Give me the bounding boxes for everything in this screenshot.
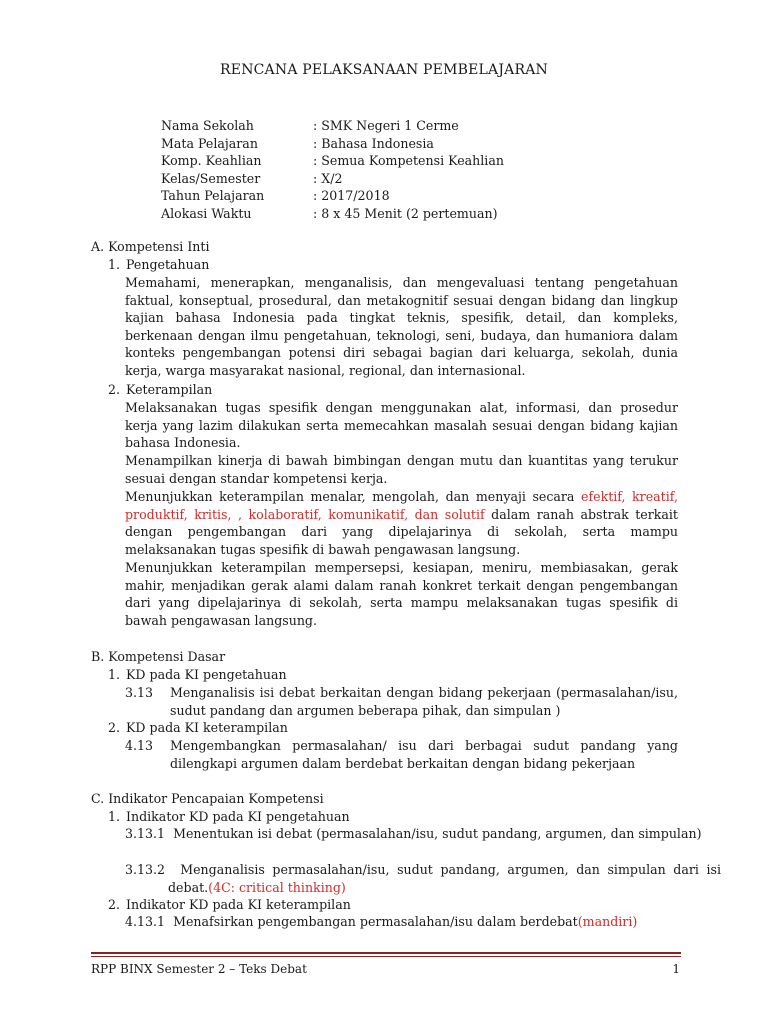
identity-value: : Semua Kompetensi Keahlian bbox=[313, 153, 504, 169]
pengetahuan-paragraph: Memahami, menerapkan, menganalisis, dan mengevaluasi tentang pengetahuan faktual, konseptual, prosedural, dan metakognitif sesuai dengan bidang dan lingkup kajian bahasa Indonesia pada tingkat teknis, spesifik, detail, dan kompleks, berkenaan dengan ilmu pengetahuan, teknologi, seni, budaya, dan humaniora dalam konteks pengembangan potensi diri sebagai bagian dari keluarga, sekolah, dunia kerja, warga masyarakat nasional, regional, dan internasional. bbox=[125, 275, 678, 378]
indicator-entry bbox=[125, 825, 721, 843]
identity-label: Kelas/Semester bbox=[161, 170, 261, 186]
item-label: KD pada KI pengetahuan bbox=[126, 667, 287, 682]
identity-table bbox=[161, 117, 504, 223]
keterampilan-paragraph-4: Menunjukkan keterampilan mempersepsi, kesiapan, meniru, membiasakan, gerak mahir, menjadikan gerak alami dalam ranah konkret terkait dengan pengembangan dari yang dipelajarinya di sekolah, serta mampu melaksanakan tugas spesifik di bawah pengawasan langsung. bbox=[125, 560, 678, 628]
identity-label: Komp. Keahlian bbox=[161, 153, 262, 169]
indicator-code: 4.13.1 bbox=[125, 914, 166, 929]
indicator-entry bbox=[125, 913, 678, 931]
page-number: 1 bbox=[672, 962, 680, 976]
kd-code: 4.13 bbox=[125, 738, 154, 753]
identity-row bbox=[161, 205, 504, 223]
footer-rule bbox=[91, 952, 681, 954]
item-number: 1. bbox=[108, 667, 121, 682]
indicator-text: Menafsirkan pengembangan permasalahan/isu dalam berdebat bbox=[173, 914, 578, 929]
identity-value: : Bahasa Indonesia bbox=[313, 135, 434, 151]
identity-row bbox=[161, 117, 504, 135]
indicator-text: Menganalisis permasalahan/isu, sudut pandang, argumen, dan simpulan dari isi debat. bbox=[168, 862, 721, 895]
keterampilan-paragraph-2: Menampilkan kinerja di bawah bimbingan dengan mutu dan kuantitas yang terukur sesuai dengan standar kompetensi kerja. bbox=[125, 453, 678, 486]
kd-text: Mengembangkan permasalahan/ isu dari berbagai sudut pandang yang dilengkapi argumen dalam berdebat berkaitan dengan bidang pekerjaan bbox=[170, 738, 678, 771]
section-b-heading: B. Kompetensi Dasar bbox=[91, 649, 226, 664]
kd-entry bbox=[125, 684, 678, 719]
identity-row bbox=[161, 135, 504, 153]
section-b-item-1 bbox=[108, 666, 287, 684]
kd-text: Menganalisis isi debat berkaitan dengan bidang pekerjaan (permasalahan/isu, sudut pandang dan argumen beberapa pihak, dan simpulan ) bbox=[170, 685, 678, 718]
item-label: Keterampilan bbox=[126, 382, 213, 397]
indicator-text: Menentukan isi debat (permasalahan/isu, sudut pandang, argumen, dan simpulan) bbox=[173, 826, 702, 841]
identity-row bbox=[161, 152, 504, 170]
footer-title: RPP BINX Semester 2 – Teks Debat bbox=[91, 962, 307, 976]
kd-entry bbox=[125, 737, 678, 772]
indicator-entry bbox=[125, 861, 721, 896]
section-c-heading: C. Indikator Pencapaian Kompetensi bbox=[91, 791, 324, 806]
identity-label: Tahun Pelajaran bbox=[161, 188, 265, 204]
indicator-code: 3.13.2 bbox=[125, 862, 166, 877]
paragraph-text: Menunjukkan keterampilan menalar, mengolah, dan menyaji secara bbox=[125, 489, 581, 504]
identity-row bbox=[161, 187, 504, 205]
page-title: RENCANA PELAKSANAAN PEMBELAJARAN bbox=[220, 62, 548, 78]
section-a-heading: A. Kompetensi Inti bbox=[91, 239, 210, 254]
item-number: 2. bbox=[108, 720, 121, 735]
paragraph-text: dalam ranah abstrak terkait dengan pengembangan dari yang dipelajarinya di sekolah, serta mampu melaksanakan tugas spesifik di bawah pengawasan langsung. bbox=[125, 506, 678, 557]
identity-row bbox=[161, 170, 504, 188]
item-number: 1. bbox=[108, 257, 121, 272]
identity-value: : 8 x 45 Menit (2 pertemuan) bbox=[313, 205, 498, 221]
kd-code: 3.13 bbox=[125, 685, 154, 700]
highlighted-text: (mandiri) bbox=[577, 914, 638, 929]
item-label: Indikator KD pada KI pengetahuan bbox=[126, 809, 350, 824]
keterampilan-paragraph-3 bbox=[125, 488, 678, 558]
section-a-item-1 bbox=[108, 256, 209, 274]
highlighted-text: efektif, kreatif, produktif, kritis, , kolaboratif, komunikatif, dan solutif bbox=[125, 489, 678, 522]
highlighted-text: (4C: critical thinking) bbox=[208, 879, 346, 895]
item-number: 2. bbox=[108, 382, 121, 397]
identity-label: Alokasi Waktu bbox=[161, 205, 252, 221]
footer-rule bbox=[91, 956, 681, 957]
section-c-item-2 bbox=[108, 896, 351, 914]
keterampilan-paragraph-1: Melaksanakan tugas spesifik dengan menggunakan alat, informasi, dan prosedur kerja yang lazim dilakukan serta memecahkan masalah sesuai dengan bidang kajian bahasa Indonesia. bbox=[125, 400, 678, 451]
section-b-item-2 bbox=[108, 719, 288, 737]
item-label: Indikator KD pada KI keterampilan bbox=[126, 897, 351, 912]
item-label: KD pada KI keterampilan bbox=[126, 720, 288, 735]
identity-value: : X/2 bbox=[313, 170, 343, 186]
identity-label: Nama Sekolah bbox=[161, 118, 254, 133]
identity-label: Mata Pelajaran bbox=[161, 135, 258, 151]
identity-value: : SMK Negeri 1 Cerme bbox=[313, 118, 459, 133]
identity-value: : 2017/2018 bbox=[313, 188, 390, 204]
section-c-item-1 bbox=[108, 808, 350, 826]
section-a-item-2 bbox=[108, 381, 212, 399]
item-number: 2. bbox=[108, 897, 121, 912]
item-number: 1. bbox=[108, 809, 121, 824]
item-label: Pengetahuan bbox=[126, 257, 210, 272]
indicator-code: 3.13.1 bbox=[125, 826, 166, 841]
